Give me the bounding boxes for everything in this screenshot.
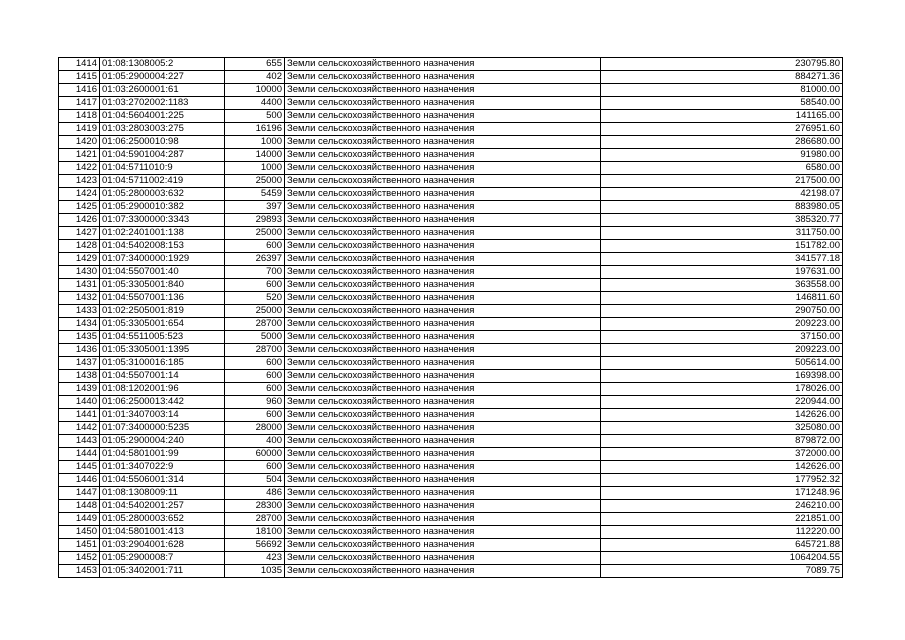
land-category-cell: Земли сельскохозяйственного назначения	[285, 526, 601, 539]
cadastral-number-cell: 01:05:2900004:240	[100, 435, 225, 448]
row-number-cell: 1441	[59, 409, 100, 422]
table-row	[59, 370, 843, 383]
row-number-cell: 1423	[59, 175, 100, 188]
cadastral-value-cell: 221851.00	[601, 513, 843, 526]
row-number-cell: 1447	[59, 487, 100, 500]
table-row	[59, 565, 843, 578]
row-number-cell: 1418	[59, 110, 100, 123]
land-category-cell: Земли сельскохозяйственного назначения	[285, 565, 601, 578]
land-category-cell: Земли сельскохозяйственного назначения	[285, 344, 601, 357]
table-row	[59, 97, 843, 110]
cadastral-value-cell: 879872.00	[601, 435, 843, 448]
cadastral-number-cell: 01:04:5711010:9	[100, 162, 225, 175]
cadastral-value-cell: 58540.00	[601, 97, 843, 110]
area-cell: 423	[225, 552, 285, 565]
area-cell: 25000	[225, 305, 285, 318]
table-row	[59, 84, 843, 97]
cadastral-value-cell: 151782.00	[601, 240, 843, 253]
area-cell: 28700	[225, 344, 285, 357]
table-row	[59, 318, 843, 331]
cadastral-value-cell: 42198.07	[601, 188, 843, 201]
cadastral-value-cell: 6580.00	[601, 162, 843, 175]
area-cell: 10000	[225, 84, 285, 97]
land-category-cell: Земли сельскохозяйственного назначения	[285, 136, 601, 149]
cadastral-value-cell: 177952.32	[601, 474, 843, 487]
cadastral-number-cell: 01:04:5801001:413	[100, 526, 225, 539]
land-category-cell: Земли сельскохозяйственного назначения	[285, 422, 601, 435]
cadastral-value-cell: 209223.00	[601, 318, 843, 331]
cadastral-value-cell: 197631.00	[601, 266, 843, 279]
table-row	[59, 201, 843, 214]
cadastral-value-cell: 169398.00	[601, 370, 843, 383]
cadastral-number-cell: 01:04:5801001:99	[100, 448, 225, 461]
table-row	[59, 513, 843, 526]
area-cell: 5459	[225, 188, 285, 201]
row-number-cell: 1451	[59, 539, 100, 552]
cadastral-number-cell: 01:05:3305001:654	[100, 318, 225, 331]
table-row	[59, 266, 843, 279]
row-number-cell: 1432	[59, 292, 100, 305]
table-row	[59, 435, 843, 448]
area-cell: 5000	[225, 331, 285, 344]
row-number-cell: 1429	[59, 253, 100, 266]
area-cell: 520	[225, 292, 285, 305]
table-row	[59, 214, 843, 227]
cadastral-value-cell: 341577.18	[601, 253, 843, 266]
row-number-cell: 1442	[59, 422, 100, 435]
cadastral-number-cell: 01:03:2702002:1183	[100, 97, 225, 110]
row-number-cell: 1422	[59, 162, 100, 175]
land-category-cell: Земли сельскохозяйственного назначения	[285, 435, 601, 448]
row-number-cell: 1428	[59, 240, 100, 253]
area-cell: 600	[225, 383, 285, 396]
table-row	[59, 240, 843, 253]
land-parcels-table	[58, 57, 843, 578]
cadastral-number-cell: 01:01:3407003:14	[100, 409, 225, 422]
area-cell: 60000	[225, 448, 285, 461]
area-cell: 400	[225, 435, 285, 448]
cadastral-value-cell: 645721.88	[601, 539, 843, 552]
area-cell: 500	[225, 110, 285, 123]
cadastral-number-cell: 01:07:3300000:3343	[100, 214, 225, 227]
cadastral-value-cell: 217500.00	[601, 175, 843, 188]
row-number-cell: 1434	[59, 318, 100, 331]
row-number-cell: 1424	[59, 188, 100, 201]
cadastral-number-cell: 01:04:5507001:14	[100, 370, 225, 383]
table-row	[59, 136, 843, 149]
land-category-cell: Земли сельскохозяйственного назначения	[285, 539, 601, 552]
cadastral-value-cell: 372000.00	[601, 448, 843, 461]
cadastral-value-cell: 311750.00	[601, 227, 843, 240]
row-number-cell: 1433	[59, 305, 100, 318]
row-number-cell: 1431	[59, 279, 100, 292]
cadastral-value-cell: 171248.96	[601, 487, 843, 500]
land-category-cell: Земли сельскохозяйственного назначения	[285, 513, 601, 526]
area-cell: 16196	[225, 123, 285, 136]
land-category-cell: Земли сельскохозяйственного назначения	[285, 383, 601, 396]
table-body	[59, 58, 843, 578]
cadastral-number-cell: 01:03:2600001:61	[100, 84, 225, 97]
row-number-cell: 1453	[59, 565, 100, 578]
table-row	[59, 227, 843, 240]
land-category-cell: Земли сельскохозяйственного назначения	[285, 448, 601, 461]
land-category-cell: Земли сельскохозяйственного назначения	[285, 292, 601, 305]
row-number-cell: 1417	[59, 97, 100, 110]
table-row	[59, 279, 843, 292]
cadastral-value-cell: 325080.00	[601, 422, 843, 435]
area-cell: 1000	[225, 162, 285, 175]
row-number-cell: 1421	[59, 149, 100, 162]
area-cell: 25000	[225, 175, 285, 188]
area-cell: 486	[225, 487, 285, 500]
area-cell: 28700	[225, 318, 285, 331]
area-cell: 655	[225, 58, 285, 71]
land-category-cell: Земли сельскохозяйственного назначения	[285, 227, 601, 240]
table-row	[59, 396, 843, 409]
area-cell: 600	[225, 357, 285, 370]
land-category-cell: Земли сельскохозяйственного назначения	[285, 279, 601, 292]
cadastral-value-cell: 142626.00	[601, 461, 843, 474]
area-cell: 700	[225, 266, 285, 279]
land-category-cell: Земли сельскохозяйственного назначения	[285, 84, 601, 97]
table-row	[59, 149, 843, 162]
cadastral-number-cell: 01:04:5604001:225	[100, 110, 225, 123]
area-cell: 1000	[225, 136, 285, 149]
table-row	[59, 539, 843, 552]
land-category-cell: Земли сельскохозяйственного назначения	[285, 474, 601, 487]
cadastral-value-cell: 91980.00	[601, 149, 843, 162]
area-cell: 600	[225, 461, 285, 474]
area-cell: 4400	[225, 97, 285, 110]
table-row	[59, 500, 843, 513]
table-row	[59, 188, 843, 201]
cadastral-value-cell: 883980.05	[601, 201, 843, 214]
table-row	[59, 448, 843, 461]
cadastral-value-cell: 276951.60	[601, 123, 843, 136]
cadastral-number-cell: 01:01:3407022:9	[100, 461, 225, 474]
cadastral-number-cell: 01:02:2401001:138	[100, 227, 225, 240]
cadastral-number-cell: 01:05:2900004:227	[100, 71, 225, 84]
area-cell: 26397	[225, 253, 285, 266]
cadastral-number-cell: 01:04:5402008:153	[100, 240, 225, 253]
table-row	[59, 71, 843, 84]
area-cell: 504	[225, 474, 285, 487]
table-row	[59, 357, 843, 370]
cadastral-number-cell: 01:04:5402001:257	[100, 500, 225, 513]
area-cell: 402	[225, 71, 285, 84]
row-number-cell: 1425	[59, 201, 100, 214]
cadastral-number-cell: 01:04:5507001:136	[100, 292, 225, 305]
area-cell: 29893	[225, 214, 285, 227]
row-number-cell: 1426	[59, 214, 100, 227]
area-cell: 397	[225, 201, 285, 214]
cadastral-value-cell: 505614.00	[601, 357, 843, 370]
row-number-cell: 1414	[59, 58, 100, 71]
cadastral-value-cell: 220944.00	[601, 396, 843, 409]
row-number-cell: 1415	[59, 71, 100, 84]
table-row	[59, 331, 843, 344]
table-row	[59, 123, 843, 136]
area-cell: 25000	[225, 227, 285, 240]
cadastral-value-cell: 209223.00	[601, 344, 843, 357]
cadastral-number-cell: 01:02:2505001:819	[100, 305, 225, 318]
land-category-cell: Земли сельскохозяйственного назначения	[285, 97, 601, 110]
cadastral-value-cell: 142626.00	[601, 409, 843, 422]
cadastral-value-cell: 290750.00	[601, 305, 843, 318]
land-category-cell: Земли сельскохозяйственного назначения	[285, 175, 601, 188]
area-cell: 28700	[225, 513, 285, 526]
cadastral-number-cell: 01:04:5506001:314	[100, 474, 225, 487]
area-cell: 600	[225, 409, 285, 422]
table-row	[59, 383, 843, 396]
row-number-cell: 1419	[59, 123, 100, 136]
area-cell: 600	[225, 240, 285, 253]
cadastral-number-cell: 01:04:5507001:40	[100, 266, 225, 279]
cadastral-number-cell: 01:07:3400000:1929	[100, 253, 225, 266]
land-category-cell: Земли сельскохозяйственного назначения	[285, 500, 601, 513]
area-cell: 28000	[225, 422, 285, 435]
cadastral-value-cell: 230795.80	[601, 58, 843, 71]
table-row	[59, 175, 843, 188]
cadastral-number-cell: 01:08:1308005:2	[100, 58, 225, 71]
row-number-cell: 1420	[59, 136, 100, 149]
cadastral-value-cell: 146811.60	[601, 292, 843, 305]
land-category-cell: Земли сельскохозяйственного назначения	[285, 552, 601, 565]
area-cell: 28300	[225, 500, 285, 513]
land-category-cell: Земли сельскохозяйственного назначения	[285, 149, 601, 162]
row-number-cell: 1435	[59, 331, 100, 344]
cadastral-value-cell: 81000.00	[601, 84, 843, 97]
land-category-cell: Земли сельскохозяйственного назначения	[285, 318, 601, 331]
table-row	[59, 305, 843, 318]
table-row	[59, 58, 843, 71]
cadastral-number-cell: 01:03:2904001:628	[100, 539, 225, 552]
area-cell: 600	[225, 279, 285, 292]
cadastral-number-cell: 01:04:5901004:287	[100, 149, 225, 162]
row-number-cell: 1443	[59, 435, 100, 448]
table-row	[59, 526, 843, 539]
row-number-cell: 1446	[59, 474, 100, 487]
land-category-cell: Земли сельскохозяйственного назначения	[285, 357, 601, 370]
cadastral-number-cell: 01:05:3100016:185	[100, 357, 225, 370]
land-category-cell: Земли сельскохозяйственного назначения	[285, 240, 601, 253]
cadastral-number-cell: 01:06:2500013:442	[100, 396, 225, 409]
table-row	[59, 461, 843, 474]
land-category-cell: Земли сельскохозяйственного назначения	[285, 409, 601, 422]
row-number-cell: 1416	[59, 84, 100, 97]
row-number-cell: 1436	[59, 344, 100, 357]
cadastral-value-cell: 112220.00	[601, 526, 843, 539]
row-number-cell: 1448	[59, 500, 100, 513]
land-category-cell: Земли сельскохозяйственного назначения	[285, 396, 601, 409]
cadastral-number-cell: 01:07:3400000:5235	[100, 422, 225, 435]
row-number-cell: 1445	[59, 461, 100, 474]
cadastral-value-cell: 884271.36	[601, 71, 843, 84]
land-category-cell: Земли сельскохозяйственного назначения	[285, 110, 601, 123]
row-number-cell: 1438	[59, 370, 100, 383]
land-category-cell: Земли сельскохозяйственного назначения	[285, 201, 601, 214]
cadastral-number-cell: 01:05:3305001:1395	[100, 344, 225, 357]
cadastral-value-cell: 178026.00	[601, 383, 843, 396]
cadastral-number-cell: 01:04:5711002:419	[100, 175, 225, 188]
area-cell: 960	[225, 396, 285, 409]
row-number-cell: 1439	[59, 383, 100, 396]
cadastral-number-cell: 01:05:2800003:652	[100, 513, 225, 526]
land-category-cell: Земли сельскохозяйственного назначения	[285, 461, 601, 474]
cadastral-value-cell: 286680.00	[601, 136, 843, 149]
table-row	[59, 292, 843, 305]
cadastral-value-cell: 7089.75	[601, 565, 843, 578]
area-cell: 1035	[225, 565, 285, 578]
cadastral-number-cell: 01:05:2900008:7	[100, 552, 225, 565]
cadastral-value-cell: 385320.77	[601, 214, 843, 227]
land-category-cell: Земли сельскохозяйственного назначения	[285, 214, 601, 227]
row-number-cell: 1430	[59, 266, 100, 279]
land-category-cell: Земли сельскохозяйственного назначения	[285, 331, 601, 344]
cadastral-number-cell: 01:05:2900010:382	[100, 201, 225, 214]
land-category-cell: Земли сельскохозяйственного назначения	[285, 305, 601, 318]
table-row	[59, 409, 843, 422]
land-category-cell: Земли сельскохозяйственного назначения	[285, 253, 601, 266]
cadastral-value-cell: 141165.00	[601, 110, 843, 123]
cadastral-number-cell: 01:05:3305001:840	[100, 279, 225, 292]
table-row	[59, 552, 843, 565]
row-number-cell: 1452	[59, 552, 100, 565]
row-number-cell: 1427	[59, 227, 100, 240]
cadastral-value-cell: 363558.00	[601, 279, 843, 292]
cadastral-number-cell: 01:08:1308009:11	[100, 487, 225, 500]
land-category-cell: Земли сельскохозяйственного назначения	[285, 370, 601, 383]
land-category-cell: Земли сельскохозяйственного назначения	[285, 162, 601, 175]
row-number-cell: 1440	[59, 396, 100, 409]
table-row	[59, 162, 843, 175]
table-row	[59, 487, 843, 500]
cadastral-number-cell: 01:05:2800003:632	[100, 188, 225, 201]
land-category-cell: Земли сельскохозяйственного назначения	[285, 71, 601, 84]
cadastral-value-cell: 246210.00	[601, 500, 843, 513]
area-cell: 14000	[225, 149, 285, 162]
table-row	[59, 422, 843, 435]
cadastral-number-cell: 01:06:2500010:98	[100, 136, 225, 149]
row-number-cell: 1449	[59, 513, 100, 526]
cadastral-number-cell: 01:05:3402001:711	[100, 565, 225, 578]
row-number-cell: 1444	[59, 448, 100, 461]
table-row	[59, 253, 843, 266]
land-category-cell: Земли сельскохозяйственного назначения	[285, 58, 601, 71]
land-category-cell: Земли сельскохозяйственного назначения	[285, 188, 601, 201]
row-number-cell: 1450	[59, 526, 100, 539]
table-row	[59, 474, 843, 487]
cadastral-number-cell: 01:04:5511005:523	[100, 331, 225, 344]
cadastral-value-cell: 37150.00	[601, 331, 843, 344]
area-cell: 56692	[225, 539, 285, 552]
land-category-cell: Земли сельскохозяйственного назначения	[285, 487, 601, 500]
table-row	[59, 344, 843, 357]
area-cell: 18100	[225, 526, 285, 539]
cadastral-number-cell: 01:03:2803003:275	[100, 123, 225, 136]
cadastral-value-cell: 1064204.55	[601, 552, 843, 565]
area-cell: 600	[225, 370, 285, 383]
land-category-cell: Земли сельскохозяйственного назначения	[285, 123, 601, 136]
land-category-cell: Земли сельскохозяйственного назначения	[285, 266, 601, 279]
cadastral-number-cell: 01:08:1202001:96	[100, 383, 225, 396]
table-row	[59, 110, 843, 123]
row-number-cell: 1437	[59, 357, 100, 370]
